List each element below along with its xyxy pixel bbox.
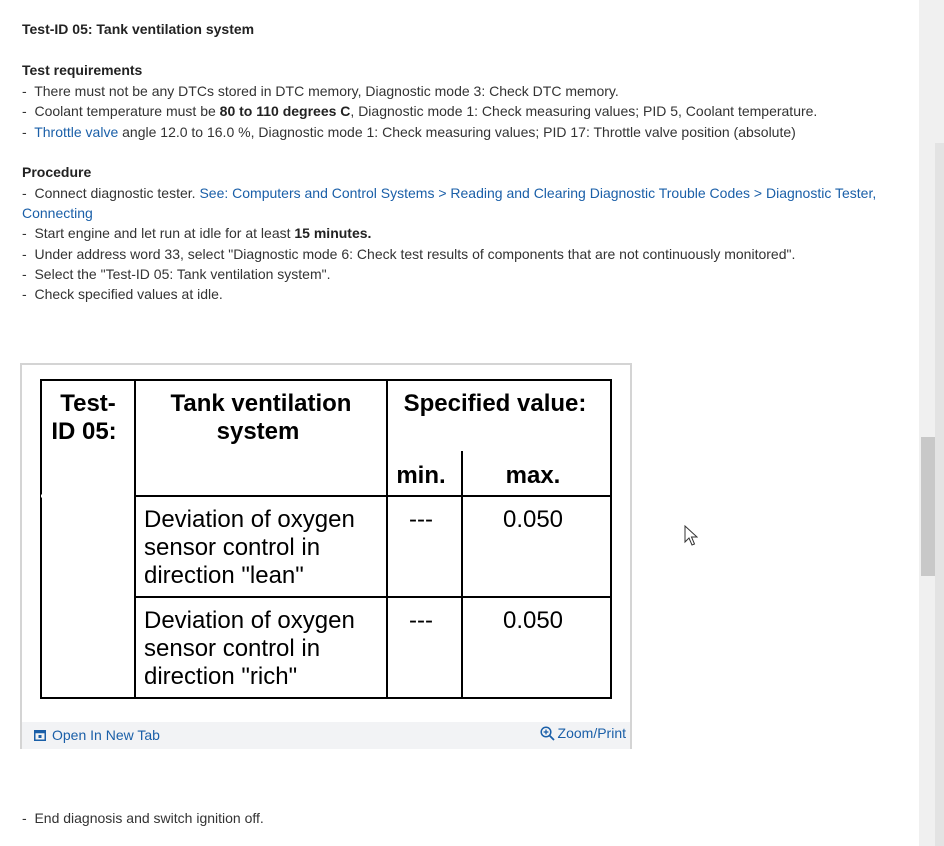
open-in-new-tab-button[interactable]	[34, 727, 160, 743]
col2-header-line2: system	[216, 418, 300, 445]
final-step-item: - End diagnosis and switch ignition off.	[22, 810, 264, 826]
scrollbar-rail	[935, 143, 944, 846]
spec-table-diagram[interactable]	[38, 378, 612, 700]
spec-figure	[20, 363, 632, 749]
procedure-heading: Procedure	[22, 164, 92, 180]
row2-desc-line2: sensor control in	[144, 635, 321, 662]
procedure-item: - Check specified values at idle.	[22, 286, 223, 302]
row1-desc-line3: direction "lean"	[144, 562, 304, 589]
col1-header-line1: Test-	[60, 390, 116, 417]
mouse-cursor-icon	[684, 525, 698, 552]
col2-header-line1: Tank ventilation	[170, 390, 352, 417]
row2-max: 0.050	[502, 607, 564, 634]
scrollbar-thumb[interactable]	[921, 437, 935, 576]
zoom-print-button[interactable]	[540, 725, 626, 741]
throttle-valve-link[interactable]: Throttle valve	[34, 124, 119, 140]
procedure-item: - Connect diagnostic tester. See: Computers and Control Systems > Reading and Clearing Diagnostic Trouble Codes > Diagnostic Tester, Connecting	[22, 185, 877, 221]
open-tab-icon	[34, 730, 46, 741]
requirements-heading: Test requirements	[22, 62, 143, 78]
row2-min: ---	[409, 607, 433, 634]
spec-table-graphic	[38, 378, 612, 700]
zoom-print-label: Zoom/Print	[557, 725, 626, 741]
page-title: Test-ID 05: Tank ventilation system	[22, 21, 255, 37]
row1-min: ---	[409, 506, 433, 533]
figure-toolbar	[22, 722, 630, 749]
open-in-new-tab-label: Open In New Tab	[52, 727, 160, 743]
procedure-item: - Select the "Test-ID 05: Tank ventilation system".	[22, 266, 331, 282]
spec-header: Specified value:	[403, 390, 587, 417]
procedure-item: - Start engine and let run at idle for at least 15 minutes.	[22, 225, 372, 241]
requirement-item: - Throttle valve angle 12.0 to 16.0 %, Diagnostic mode 1: Check measuring values; PID 17: Throttle valve position (absolute)	[22, 124, 796, 140]
zoom-in-icon	[540, 726, 555, 741]
row1-desc-line1: Deviation of oxygen	[144, 506, 355, 533]
row2-desc-line1: Deviation of oxygen	[144, 607, 355, 634]
diagnostic-tester-link[interactable]: See: Computers and Control Systems > Reading and Clearing Diagnostic Trouble Codes > Diagnostic Tester, Connecting	[22, 185, 877, 221]
requirement-item: - There must not be any DTCs stored in DTC memory, Diagnostic mode 3: Check DTC memory.	[22, 83, 619, 99]
max-header: max.	[505, 462, 561, 489]
row1-desc-line2: sensor control in	[144, 534, 321, 561]
col1-header-line2: ID 05:	[51, 418, 117, 445]
row1-max: 0.050	[502, 506, 564, 533]
requirement-item: - Coolant temperature must be 80 to 110 degrees C, Diagnostic mode 1: Check measuring values; PID 5, Coolant temperature.	[22, 103, 818, 119]
procedure-item: - Under address word 33, select "Diagnostic mode 6: Check test results of components that are not continuously monitored".	[22, 246, 796, 262]
row2-desc-line3: direction "rich"	[144, 663, 298, 690]
min-header: min.	[396, 462, 446, 489]
